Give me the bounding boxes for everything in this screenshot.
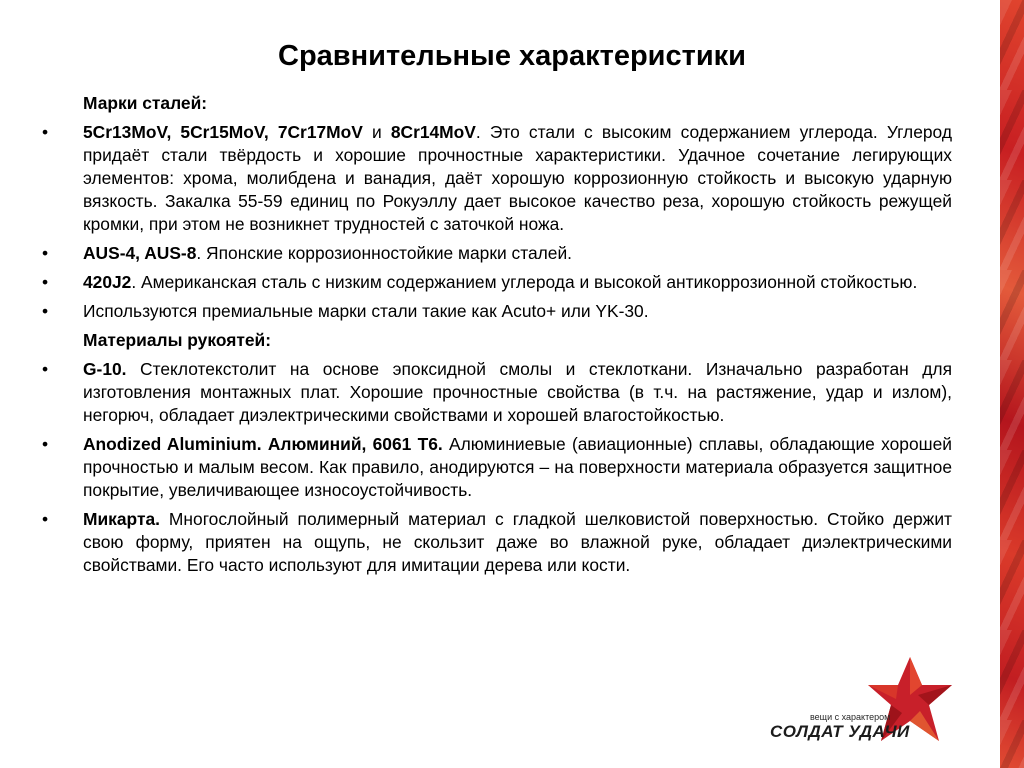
page-title: Сравнительные характеристики bbox=[278, 40, 746, 72]
item-text: Используются премиальные марки стали такие как Acuto+ или YK-30. bbox=[83, 301, 649, 321]
logo-name: СОЛДАТ УДАЧИ bbox=[770, 722, 910, 741]
bullet: • bbox=[42, 434, 49, 454]
bullet: • bbox=[42, 359, 49, 379]
handles-heading: Материалы рукоятей: bbox=[83, 330, 272, 350]
bullet: • bbox=[42, 301, 49, 321]
item-term: 8Cr14MoV bbox=[390, 122, 476, 142]
list-item bbox=[42, 508, 952, 577]
decorative-red-stripe bbox=[1000, 0, 1024, 768]
list-item: • 5Cr13MoV, 5Cr15MoV, 7Cr17MoV и 8Cr14MoV. Это стали с высоким содержанием углерода. Углерод придаёт стали твёрдость и хорошие прочностные характеристики. Удачное сочетание легирующих элементов: хрома, молибдена и ванадия, даёт хорошую коррозионную стойкость и высокую ударную вязкость. Закалка 55-59 единиц по Рокуэллу дает высокое качество реза, хорошую стойкость режущей кромки, при этом не возникнет трудностей с заточкой ножа. bbox=[42, 122, 952, 234]
item-term: G-10. bbox=[83, 359, 127, 379]
item-term: 420J2 bbox=[83, 272, 132, 292]
list-item bbox=[42, 271, 952, 294]
bullet: • bbox=[42, 122, 49, 142]
list-item bbox=[42, 433, 952, 502]
logo-tagline: вещи с характером bbox=[810, 712, 891, 722]
list-item bbox=[42, 242, 952, 265]
item-text: Алюминиевые (авиационные) сплавы, обладающие хорошей прочностью и малым весом. Как правило, анодируются – на поверхности материала образуется защитное покрытие, увеличивающее износоустойчивость. bbox=[83, 434, 952, 500]
item-text: . Американская сталь с низким содержанием углерода и высокой антикоррозионной стойкостью. bbox=[131, 272, 918, 292]
list-item bbox=[42, 358, 952, 427]
bullet: • bbox=[42, 272, 49, 292]
item-text: . Это стали с высоким содержанием углерода. Углерод придаёт стали твёрдость и хорошие прочностные характеристики. Удачное сочетание легирующих элементов: хрома, молибдена и ванадия, даёт хорошую коррозионную стойкость и высокую ударную вязкость. Закалка 55-59 единиц по Рокуэллу дает высокое качество реза, хорошую стойкость режущей кромки, при этом не возникнет трудностей с заточкой ножа. bbox=[83, 122, 952, 234]
content-body bbox=[42, 92, 952, 583]
bullet: • bbox=[42, 243, 49, 263]
item-term: Микарта. bbox=[83, 509, 160, 529]
item-text: Многослойный полимерный материал с гладкой шелковистой поверхностью. Стойко держит свою форму, приятен на ощупь, не скользит даже во влажной руке, обладает диэлектрическими свойствами. Его часто используют для имитации дерева или кости. bbox=[83, 509, 952, 575]
item-term: AUS-4, AUS-8 bbox=[83, 243, 197, 263]
bullet: • bbox=[42, 509, 49, 529]
item-text: Стеклотекстолит на основе эпоксидной смолы и стеклоткани. Изначально разработан для изготовления монтажных плат. Хорошие прочностные свойства (в т.ч. на растяжение, удар и излом), негорюч, обладает диэлектрическими свойствами и хорошей влагостойкостью. bbox=[83, 359, 952, 425]
item-term: 5Cr13MoV, 5Cr15MoV, 7Cr17MoV bbox=[83, 122, 363, 142]
steels-heading: Марки сталей: bbox=[83, 93, 208, 113]
item-text: . Японские коррозионностойкие марки сталей. bbox=[196, 243, 572, 263]
item-term: Anodized Aluminium. Алюминий, 6061 T6. bbox=[83, 434, 443, 454]
list-item bbox=[42, 300, 952, 323]
